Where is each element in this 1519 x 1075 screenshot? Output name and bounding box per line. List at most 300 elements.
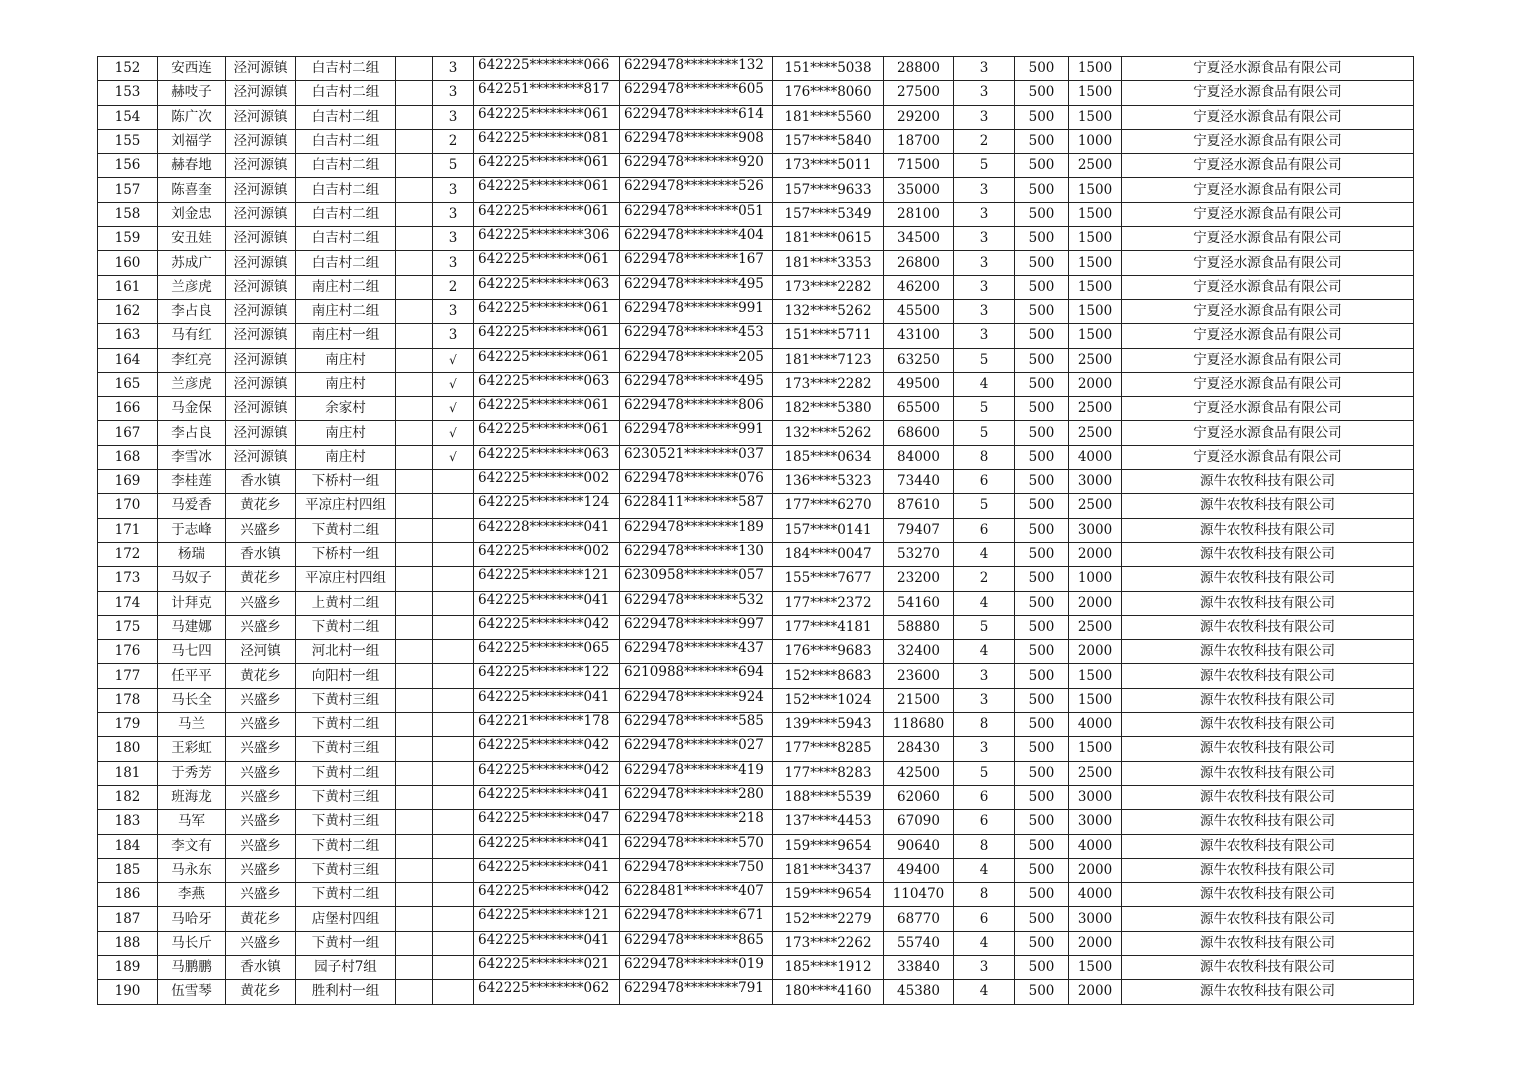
row-number-cell: 180	[98, 737, 158, 761]
household-mark-cell	[433, 615, 474, 639]
id-number-cell: 642251********817	[474, 81, 620, 105]
bank-account-cell: 6229478********908	[620, 129, 773, 153]
blank-cell	[396, 858, 433, 882]
town-cell: 泾河源镇	[226, 202, 296, 226]
company-cell: 宁夏泾水源食品有限公司	[1122, 178, 1414, 202]
table-row	[98, 713, 1414, 737]
village-cell: 胜利村一组	[296, 980, 396, 1004]
company-cell: 源牛农牧科技有限公司	[1122, 664, 1414, 688]
table-row	[98, 858, 1414, 882]
unit-subsidy-cell: 500	[1015, 785, 1069, 809]
amount-cell: 110470	[884, 883, 954, 907]
table-row	[98, 445, 1414, 469]
blank-cell	[396, 810, 433, 834]
row-number-cell: 185	[98, 858, 158, 882]
table-row	[98, 883, 1414, 907]
name-cell: 任平平	[158, 664, 226, 688]
count-cell: 2	[954, 567, 1015, 591]
unit-subsidy-cell: 500	[1015, 615, 1069, 639]
id-number-cell: 642225********061	[474, 251, 620, 275]
count-cell: 3	[954, 202, 1015, 226]
town-cell: 兴盛乡	[226, 688, 296, 712]
total-subsidy-cell: 4000	[1069, 834, 1122, 858]
bank-account-cell: 6228411********587	[620, 494, 773, 518]
phone-cell: 139****5943	[773, 713, 884, 737]
table-row	[98, 372, 1414, 396]
unit-subsidy-cell: 500	[1015, 57, 1069, 81]
row-number-cell: 183	[98, 810, 158, 834]
household-mark-cell	[433, 883, 474, 907]
id-number-cell: 642225********122	[474, 664, 620, 688]
town-cell: 泾河源镇	[226, 275, 296, 299]
unit-subsidy-cell: 500	[1015, 227, 1069, 251]
name-cell: 李占良	[158, 421, 226, 445]
village-cell: 南庄村一组	[296, 324, 396, 348]
household-mark-cell	[433, 907, 474, 931]
count-cell: 4	[954, 980, 1015, 1004]
blank-cell	[396, 518, 433, 542]
household-mark-cell: 3	[433, 299, 474, 323]
household-mark-cell	[433, 688, 474, 712]
bank-account-cell: 6229478********419	[620, 761, 773, 785]
row-number-cell: 176	[98, 640, 158, 664]
name-cell: 李文有	[158, 834, 226, 858]
amount-cell: 53270	[884, 542, 954, 566]
table-row	[98, 129, 1414, 153]
total-subsidy-cell: 2000	[1069, 372, 1122, 396]
id-number-cell: 642225********061	[474, 202, 620, 226]
id-number-cell: 642225********121	[474, 907, 620, 931]
count-cell: 5	[954, 761, 1015, 785]
household-mark-cell	[433, 761, 474, 785]
household-mark-cell	[433, 542, 474, 566]
total-subsidy-cell: 2000	[1069, 980, 1122, 1004]
household-mark-cell: √	[433, 372, 474, 396]
phone-cell: 181****3353	[773, 251, 884, 275]
amount-cell: 58880	[884, 615, 954, 639]
village-cell: 南庄村	[296, 421, 396, 445]
name-cell: 赫春地	[158, 154, 226, 178]
amount-cell: 65500	[884, 397, 954, 421]
company-cell: 源牛农牧科技有限公司	[1122, 810, 1414, 834]
id-number-cell: 642225********061	[474, 348, 620, 372]
blank-cell	[396, 931, 433, 955]
id-number-cell: 642225********042	[474, 883, 620, 907]
name-cell: 马建娜	[158, 615, 226, 639]
id-number-cell: 642225********047	[474, 810, 620, 834]
village-cell: 下黄村一组	[296, 931, 396, 955]
unit-subsidy-cell: 500	[1015, 275, 1069, 299]
id-number-cell: 642225********062	[474, 980, 620, 1004]
bank-account-cell: 6229478********991	[620, 421, 773, 445]
village-cell: 南庄村	[296, 372, 396, 396]
blank-cell	[396, 980, 433, 1004]
row-number-cell: 173	[98, 567, 158, 591]
company-cell: 宁夏泾水源食品有限公司	[1122, 445, 1414, 469]
village-cell: 白吉村二组	[296, 178, 396, 202]
name-cell: 陈喜奎	[158, 178, 226, 202]
blank-cell	[396, 81, 433, 105]
household-mark-cell: √	[433, 348, 474, 372]
name-cell: 计拜克	[158, 591, 226, 615]
phone-cell: 185****1912	[773, 955, 884, 979]
bank-account-cell: 6229478********076	[620, 470, 773, 494]
total-subsidy-cell: 2000	[1069, 640, 1122, 664]
bank-account-cell: 6229478********027	[620, 737, 773, 761]
table-row	[98, 154, 1414, 178]
blank-cell	[396, 275, 433, 299]
village-cell: 下黄村三组	[296, 858, 396, 882]
household-mark-cell: √	[433, 445, 474, 469]
total-subsidy-cell: 2500	[1069, 494, 1122, 518]
count-cell: 5	[954, 421, 1015, 445]
name-cell: 伍雪琴	[158, 980, 226, 1004]
village-cell: 下黄村二组	[296, 518, 396, 542]
phone-cell: 181****5560	[773, 105, 884, 129]
blank-cell	[396, 883, 433, 907]
count-cell: 6	[954, 907, 1015, 931]
unit-subsidy-cell: 500	[1015, 202, 1069, 226]
amount-cell: 28430	[884, 737, 954, 761]
amount-cell: 49500	[884, 372, 954, 396]
blank-cell	[396, 57, 433, 81]
village-cell: 白吉村二组	[296, 129, 396, 153]
name-cell: 赫吱子	[158, 81, 226, 105]
name-cell: 安西连	[158, 57, 226, 81]
phone-cell: 159****9654	[773, 834, 884, 858]
table-row	[98, 227, 1414, 251]
blank-cell	[396, 129, 433, 153]
table-row	[98, 688, 1414, 712]
amount-cell: 28100	[884, 202, 954, 226]
household-mark-cell: 5	[433, 154, 474, 178]
blank-cell	[396, 324, 433, 348]
row-number-cell: 179	[98, 713, 158, 737]
row-number-cell: 153	[98, 81, 158, 105]
village-cell: 下黄村三组	[296, 810, 396, 834]
amount-cell: 21500	[884, 688, 954, 712]
bank-account-cell: 6229478********605	[620, 81, 773, 105]
household-mark-cell	[433, 931, 474, 955]
phone-cell: 152****2279	[773, 907, 884, 931]
company-cell: 源牛农牧科技有限公司	[1122, 907, 1414, 931]
household-mark-cell	[433, 713, 474, 737]
town-cell: 黄花乡	[226, 980, 296, 1004]
name-cell: 马七四	[158, 640, 226, 664]
unit-subsidy-cell: 500	[1015, 105, 1069, 129]
bank-account-cell: 6229478********132	[620, 57, 773, 81]
unit-subsidy-cell: 500	[1015, 713, 1069, 737]
household-mark-cell: 3	[433, 251, 474, 275]
town-cell: 兴盛乡	[226, 591, 296, 615]
town-cell: 兴盛乡	[226, 834, 296, 858]
total-subsidy-cell: 1000	[1069, 567, 1122, 591]
bank-account-cell: 6229478********920	[620, 154, 773, 178]
unit-subsidy-cell: 500	[1015, 494, 1069, 518]
phone-cell: 152****1024	[773, 688, 884, 712]
row-number-cell: 164	[98, 348, 158, 372]
table-row	[98, 640, 1414, 664]
table-row	[98, 251, 1414, 275]
blank-cell	[396, 834, 433, 858]
amount-cell: 28800	[884, 57, 954, 81]
bank-account-cell: 6229478********404	[620, 227, 773, 251]
blank-cell	[396, 105, 433, 129]
village-cell: 下黄村二组	[296, 834, 396, 858]
count-cell: 3	[954, 275, 1015, 299]
row-number-cell: 162	[98, 299, 158, 323]
village-cell: 南庄村二组	[296, 275, 396, 299]
id-number-cell: 642225********066	[474, 57, 620, 81]
blank-cell	[396, 421, 433, 445]
unit-subsidy-cell: 500	[1015, 470, 1069, 494]
phone-cell: 157****0141	[773, 518, 884, 542]
row-number-cell: 158	[98, 202, 158, 226]
row-number-cell: 175	[98, 615, 158, 639]
town-cell: 泾河源镇	[226, 154, 296, 178]
household-mark-cell: 3	[433, 178, 474, 202]
id-number-cell: 642225********061	[474, 178, 620, 202]
id-number-cell: 642225********063	[474, 445, 620, 469]
household-mark-cell: 3	[433, 202, 474, 226]
table-row	[98, 202, 1414, 226]
row-number-cell: 177	[98, 664, 158, 688]
id-number-cell: 642225********042	[474, 615, 620, 639]
unit-subsidy-cell: 500	[1015, 591, 1069, 615]
total-subsidy-cell: 1500	[1069, 737, 1122, 761]
name-cell: 马奴子	[158, 567, 226, 591]
total-subsidy-cell: 1500	[1069, 299, 1122, 323]
unit-subsidy-cell: 500	[1015, 883, 1069, 907]
blank-cell	[396, 713, 433, 737]
amount-cell: 118680	[884, 713, 954, 737]
blank-cell	[396, 154, 433, 178]
blank-cell	[396, 470, 433, 494]
household-mark-cell	[433, 810, 474, 834]
id-number-cell: 642225********021	[474, 955, 620, 979]
household-mark-cell	[433, 858, 474, 882]
company-cell: 宁夏泾水源食品有限公司	[1122, 348, 1414, 372]
company-cell: 源牛农牧科技有限公司	[1122, 834, 1414, 858]
bank-account-cell: 6229478********750	[620, 858, 773, 882]
id-number-cell: 642225********042	[474, 737, 620, 761]
phone-cell: 176****9683	[773, 640, 884, 664]
name-cell: 苏成广	[158, 251, 226, 275]
bank-account-cell: 6229478********189	[620, 518, 773, 542]
table-row	[98, 470, 1414, 494]
village-cell: 白吉村二组	[296, 154, 396, 178]
company-cell: 源牛农牧科技有限公司	[1122, 494, 1414, 518]
table-row	[98, 324, 1414, 348]
table-row	[98, 542, 1414, 566]
company-cell: 宁夏泾水源食品有限公司	[1122, 275, 1414, 299]
total-subsidy-cell: 1500	[1069, 664, 1122, 688]
total-subsidy-cell: 1500	[1069, 324, 1122, 348]
company-cell: 宁夏泾水源食品有限公司	[1122, 324, 1414, 348]
id-number-cell: 642225********041	[474, 785, 620, 809]
village-cell: 下黄村二组	[296, 761, 396, 785]
company-cell: 宁夏泾水源食品有限公司	[1122, 421, 1414, 445]
blank-cell	[396, 397, 433, 421]
unit-subsidy-cell: 500	[1015, 834, 1069, 858]
total-subsidy-cell: 3000	[1069, 785, 1122, 809]
company-cell: 宁夏泾水源食品有限公司	[1122, 202, 1414, 226]
total-subsidy-cell: 1500	[1069, 81, 1122, 105]
unit-subsidy-cell: 500	[1015, 542, 1069, 566]
count-cell: 6	[954, 470, 1015, 494]
household-mark-cell	[433, 785, 474, 809]
id-number-cell: 642225********063	[474, 275, 620, 299]
row-number-cell: 189	[98, 955, 158, 979]
unit-subsidy-cell: 500	[1015, 348, 1069, 372]
company-cell: 源牛农牧科技有限公司	[1122, 713, 1414, 737]
unit-subsidy-cell: 500	[1015, 299, 1069, 323]
unit-subsidy-cell: 500	[1015, 980, 1069, 1004]
total-subsidy-cell: 4000	[1069, 445, 1122, 469]
phone-cell: 132****5262	[773, 299, 884, 323]
company-cell: 源牛农牧科技有限公司	[1122, 955, 1414, 979]
unit-subsidy-cell: 500	[1015, 397, 1069, 421]
name-cell: 李燕	[158, 883, 226, 907]
table-row	[98, 955, 1414, 979]
bank-account-cell: 6229478********671	[620, 907, 773, 931]
company-cell: 宁夏泾水源食品有限公司	[1122, 397, 1414, 421]
unit-subsidy-cell: 500	[1015, 81, 1069, 105]
company-cell: 源牛农牧科技有限公司	[1122, 883, 1414, 907]
amount-cell: 45380	[884, 980, 954, 1004]
phone-cell: 180****4160	[773, 980, 884, 1004]
name-cell: 刘福学	[158, 129, 226, 153]
bank-account-cell: 6229478********218	[620, 810, 773, 834]
id-number-cell: 642225********061	[474, 324, 620, 348]
town-cell: 黄花乡	[226, 664, 296, 688]
count-cell: 6	[954, 518, 1015, 542]
phone-cell: 188****5539	[773, 785, 884, 809]
count-cell: 3	[954, 737, 1015, 761]
name-cell: 兰彦虎	[158, 275, 226, 299]
phone-cell: 157****5840	[773, 129, 884, 153]
town-cell: 泾河镇	[226, 640, 296, 664]
table-row	[98, 105, 1414, 129]
row-number-cell: 155	[98, 129, 158, 153]
phone-cell: 151****5711	[773, 324, 884, 348]
total-subsidy-cell: 1500	[1069, 178, 1122, 202]
company-cell: 源牛农牧科技有限公司	[1122, 737, 1414, 761]
total-subsidy-cell: 1000	[1069, 129, 1122, 153]
company-cell: 源牛农牧科技有限公司	[1122, 518, 1414, 542]
blank-cell	[396, 567, 433, 591]
amount-cell: 55740	[884, 931, 954, 955]
blank-cell	[396, 202, 433, 226]
name-cell: 马有红	[158, 324, 226, 348]
row-number-cell: 181	[98, 761, 158, 785]
phone-cell: 155****7677	[773, 567, 884, 591]
unit-subsidy-cell: 500	[1015, 372, 1069, 396]
bank-account-cell: 6229478********453	[620, 324, 773, 348]
village-cell: 下黄村二组	[296, 883, 396, 907]
table-row	[98, 299, 1414, 323]
table-row	[98, 421, 1414, 445]
town-cell: 兴盛乡	[226, 931, 296, 955]
household-mark-cell	[433, 567, 474, 591]
id-number-cell: 642225********041	[474, 688, 620, 712]
count-cell: 2	[954, 129, 1015, 153]
company-cell: 源牛农牧科技有限公司	[1122, 980, 1414, 1004]
row-number-cell: 171	[98, 518, 158, 542]
total-subsidy-cell: 1500	[1069, 955, 1122, 979]
total-subsidy-cell: 3000	[1069, 810, 1122, 834]
town-cell: 兴盛乡	[226, 737, 296, 761]
bank-account-cell: 6229478********526	[620, 178, 773, 202]
village-cell: 上黄村二组	[296, 591, 396, 615]
household-mark-cell	[433, 980, 474, 1004]
row-number-cell: 170	[98, 494, 158, 518]
company-cell: 源牛农牧科技有限公司	[1122, 640, 1414, 664]
village-cell: 白吉村二组	[296, 105, 396, 129]
household-mark-cell	[433, 737, 474, 761]
household-mark-cell	[433, 494, 474, 518]
amount-cell: 26800	[884, 251, 954, 275]
bank-account-cell: 6229478********865	[620, 931, 773, 955]
company-cell: 宁夏泾水源食品有限公司	[1122, 105, 1414, 129]
count-cell: 3	[954, 178, 1015, 202]
unit-subsidy-cell: 500	[1015, 810, 1069, 834]
phone-cell: 151****5038	[773, 57, 884, 81]
total-subsidy-cell: 3000	[1069, 470, 1122, 494]
id-number-cell: 642225********041	[474, 931, 620, 955]
blank-cell	[396, 348, 433, 372]
phone-cell: 181****0615	[773, 227, 884, 251]
name-cell: 马爱香	[158, 494, 226, 518]
unit-subsidy-cell: 500	[1015, 761, 1069, 785]
village-cell: 下黄村三组	[296, 737, 396, 761]
count-cell: 3	[954, 955, 1015, 979]
name-cell: 于志峰	[158, 518, 226, 542]
id-number-cell: 642225********002	[474, 542, 620, 566]
id-number-cell: 642225********081	[474, 129, 620, 153]
household-mark-cell	[433, 518, 474, 542]
count-cell: 3	[954, 227, 1015, 251]
household-mark-cell	[433, 640, 474, 664]
company-cell: 源牛农牧科技有限公司	[1122, 567, 1414, 591]
blank-cell	[396, 591, 433, 615]
company-cell: 源牛农牧科技有限公司	[1122, 931, 1414, 955]
amount-cell: 43100	[884, 324, 954, 348]
count-cell: 5	[954, 348, 1015, 372]
row-number-cell: 167	[98, 421, 158, 445]
total-subsidy-cell: 1500	[1069, 688, 1122, 712]
name-cell: 李红亮	[158, 348, 226, 372]
data-table	[97, 56, 1414, 1005]
unit-subsidy-cell: 500	[1015, 907, 1069, 931]
table-row	[98, 81, 1414, 105]
blank-cell	[396, 227, 433, 251]
town-cell: 香水镇	[226, 955, 296, 979]
phone-cell: 181****3437	[773, 858, 884, 882]
phone-cell: 176****8060	[773, 81, 884, 105]
bank-account-cell: 6229478********806	[620, 397, 773, 421]
amount-cell: 67090	[884, 810, 954, 834]
village-cell: 白吉村二组	[296, 57, 396, 81]
row-number-cell: 161	[98, 275, 158, 299]
name-cell: 李占良	[158, 299, 226, 323]
bank-account-cell: 6229478********437	[620, 640, 773, 664]
company-cell: 宁夏泾水源食品有限公司	[1122, 81, 1414, 105]
phone-cell: 152****8683	[773, 664, 884, 688]
count-cell: 8	[954, 883, 1015, 907]
row-number-cell: 182	[98, 785, 158, 809]
village-cell: 白吉村二组	[296, 81, 396, 105]
